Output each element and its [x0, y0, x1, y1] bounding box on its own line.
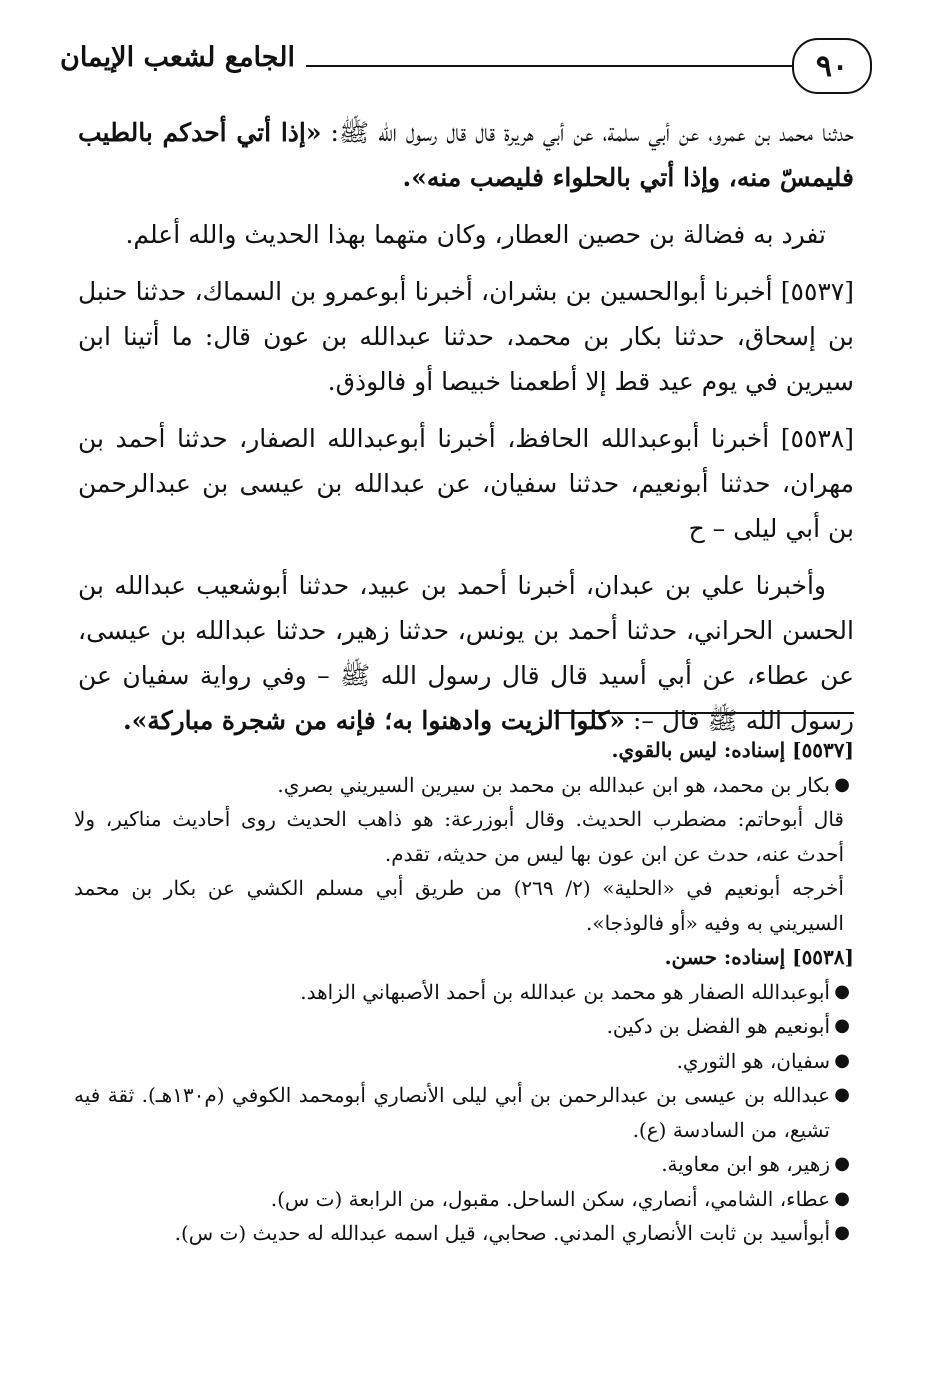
footnote-item-text: أبونعيم هو الفضل بن دكين. — [606, 1014, 830, 1038]
footnotes — [74, 733, 854, 1251]
header-rule — [306, 65, 794, 67]
main-text — [78, 110, 854, 743]
footnote-bullet-item — [74, 1182, 854, 1217]
bullet-icon: ● — [834, 980, 850, 1002]
footnote-item-text: بكار بن محمد، هو ابن عبدالله بن محمد بن سيرين السيريني بصري. — [277, 772, 830, 797]
hadith-quote-1: «إذا أتي أحدكم بالطيب فليمسّ منه، وإذا أتي بالحلواء فليصب منه». — [78, 118, 854, 192]
footnote-item-text: سفيان، هو الثوري. — [676, 1048, 830, 1073]
paragraph-5537 — [78, 269, 854, 404]
footnote-item-text: أبوأسيد بن ثابت الأنصاري المدني. صحابي، قيل اسمه عبدالله له حديث (ت س). — [174, 1221, 830, 1245]
paragraph-5538-chain-text: وأخبرنا علي بن عبدان، أخبرنا أحمد بن عبيد، حدثنا أبوشعيب عبدالله بن الحسن الحراني، حدثنا أحمد بن يونس، حدثنا زهير، حدثنا عبدالله بن عيسى، عن عطاء، عن أبي أسيد قال قال رسول الله ﷺ – وفي رواية سفيان عن رسول الله ﷺ قال –: — [78, 571, 854, 735]
page-header — [60, 38, 872, 98]
paragraph-2: تفرد به فضالة بن حصين العطار، وكان متهما بهذا الحديث والله أعلم. — [125, 220, 826, 249]
footnote-item-text: أبوعبدالله الصفار هو محمد بن عبدالله بن أحمد الأصبهاني الزاهد. — [300, 979, 830, 1004]
footnote-bullet-item — [74, 1009, 854, 1044]
hadith-quote-2: «كلوا الزيت وادهنوا به؛ فإنه من شجرة مباركة». — [122, 706, 626, 735]
footnote-5537-note-2: أخرجه أبونعيم في «الحلية» (٢/ ٢٦٩) من طريق أبي مسلم الكشي عن بكار بن محمد السيريني به وفيه «أو فالوذجا». — [74, 876, 844, 935]
bullet-icon: ● — [834, 1084, 850, 1105]
footnote-bullet-item — [74, 1044, 854, 1079]
page-number-badge — [792, 38, 872, 94]
paragraph-1-text: حدثنا محمد بن عمرو، عن أبي سلمة، عن أبي هريرة قال قال رسول الله ﷺ: — [321, 118, 855, 147]
bullet-icon: ● — [834, 1222, 850, 1243]
paragraph-5538-text: أخبرنا أبوعبدالله الحافظ، أخبرنا أبوعبدالله الصفار، حدثنا أحمد بن مهران، حدثنا أبونعيم، حدثنا سفيان، عن عبدالله بن عيسى بن عبدالرحمن بن أبي ليلى – ح — [78, 424, 854, 543]
footnote-separator — [554, 712, 854, 714]
hadith-number-5537: [٥٥٣٧] — [780, 277, 854, 306]
bullet-icon: ● — [834, 1049, 850, 1071]
bullet-icon: ● — [834, 773, 850, 795]
footnote-5537-note-1: قال أبوحاتم: مضطرب الحديث. وقال أبوزرعة: هو ذاهب الحديث روى أحاديث مناكير، ولا أحدث عنه، حدث عن ابن عون بها ليس من حديثه، تقدم. — [74, 807, 844, 866]
paragraph-5538 — [78, 416, 854, 551]
bullet-icon: ● — [834, 1153, 850, 1174]
footnote-bullet-item — [74, 1078, 854, 1147]
paragraph-1 — [78, 110, 854, 200]
footnote-bullet-item — [74, 1147, 854, 1182]
footnote-bullet-item — [74, 768, 854, 803]
footnote-5538-heading: [٥٥٣٨] إسناده: حسن. — [664, 945, 854, 969]
footnote-bullet-item — [74, 1216, 854, 1251]
footnote-item-text: عطاء، الشامي، أنصاري، سكن الساحل. مقبول، من الرابعة (ت س). — [270, 1186, 830, 1211]
footnote-item-text: عبدالله بن عيسى بن عبدالرحمن بن أبي ليلى الأنصاري أبومحمد الكوفي (م١٣٠هـ). ثقة فيه تشيع، من السادسة (ع). — [74, 1083, 830, 1142]
hadith-number-5538: [٥٥٣٨] — [780, 424, 854, 453]
paragraph-5537-text: أخبرنا أبوالحسين بن بشران، أخبرنا أبوعمرو بن السماك، حدثنا حنبل بن إسحاق، حدثنا بكار بن محمد، حدثنا عبدالله بن عون قال: ما أتينا ابن سيرين في يوم عيد قط إلا أطعمنا خبيصا أو فالوذق. — [78, 277, 854, 396]
book-title: الجامع لشعب الإيمان — [60, 42, 295, 73]
footnote-5537-heading: [٥٥٣٧] إسناده: ليس بالقوي. — [611, 738, 854, 762]
footnote-item-text: زهير، هو ابن معاوية. — [661, 1152, 830, 1176]
bullet-icon: ● — [834, 1015, 850, 1036]
paragraph-5538-second-chain — [78, 563, 854, 743]
footnote-bullet-item — [74, 975, 854, 1010]
page-number: ٩٠ — [815, 48, 849, 84]
bullet-icon: ● — [834, 1187, 850, 1209]
